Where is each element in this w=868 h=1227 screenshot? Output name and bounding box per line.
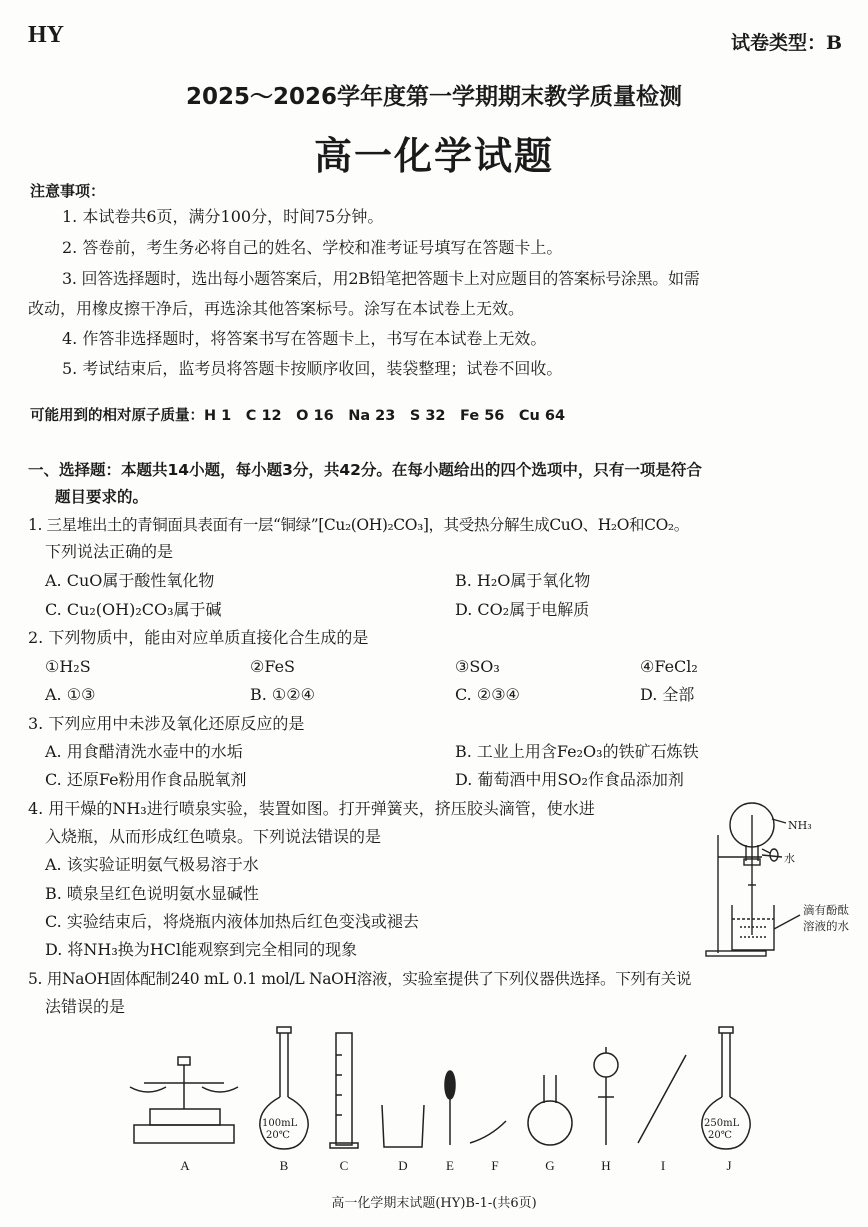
fig-label-solution: 滴有酚酞 — [803, 903, 849, 917]
q4-stem: 4. 用干燥的NH₃进行喷泉实验，装置如图。打开弹簧夹，挤压胶头滴管，使水进 — [28, 799, 595, 818]
q2-item-3: ③SO₃ — [455, 657, 500, 676]
q1-stem: 1. 三星堆出土的青铜面具表面有一层“铜绿”[Cu₂(OH)₂CO₃]，其受热分解生成CuO、H₂O和CO₂。 — [28, 516, 689, 534]
page-footer: 高一化学期末试题(HY)B-1-(共6页) — [331, 1196, 537, 1211]
notice-item: 2. 答卷前，考生务必将自己的姓名、学校和准考证号填写在答题卡上。 — [62, 238, 563, 257]
q1-stem-cont: 下列说法正确的是 — [45, 542, 174, 561]
exam-subtitle: 2025～2026学年度第一学期期末教学质量检测 — [185, 84, 683, 110]
q3-option-c: C. 还原Fe粉用作食品脱氧剂 — [45, 770, 247, 789]
q5-stem: 5. 用NaOH固体配制240 mL 0.1 mol/L NaOH溶液，实验室提供了下列仪器供选择。下列有关说 — [28, 970, 692, 988]
flask-100-temp: 20℃ — [266, 1130, 290, 1141]
q2-item-2: ②FeS — [250, 657, 295, 676]
instrument-label-d: D — [398, 1158, 408, 1173]
q1-option-b: B. H₂O属于氧化物 — [455, 571, 591, 590]
notice-item: 改动，用橡皮擦干净后，再选涂其他答案标号。涂写在本试卷上无效。 — [28, 299, 525, 318]
lab-instruments-figure — [120, 1025, 760, 1155]
q2-stem: 2. 下列物质中，能由对应单质直接化合生成的是 — [28, 628, 369, 647]
graduated-cylinder-icon — [330, 1033, 358, 1148]
balance-icon — [130, 1057, 238, 1143]
instrument-label-e: E — [446, 1158, 454, 1173]
q2-item-1: ①H₂S — [45, 657, 91, 676]
fig-label-solution-cont: 溶液的水 — [803, 919, 849, 933]
q4-option-c: C. 实验结束后，将烧瓶内液体加热后红色变浅或褪去 — [45, 912, 419, 931]
instrument-label-c: C — [339, 1158, 349, 1173]
flask-250-capacity: 250mL — [704, 1118, 740, 1129]
q4-option-d: D. 将NH₃换为HCl能观察到完全相同的现象 — [45, 940, 358, 959]
instrument-label-j: J — [726, 1158, 732, 1173]
notice-item: 1. 本试卷共6页，满分100分，时间75分钟。 — [62, 207, 384, 226]
paper-type: 试卷类型：B — [730, 32, 842, 54]
round-flask-icon — [528, 1075, 572, 1145]
q3-option-d: D. 葡萄酒中用SO₂作食品添加剂 — [455, 770, 684, 789]
q1-option-a: A. CuO属于酸性氧化物 — [45, 571, 215, 590]
atomic-masses: 可能用到的相对原子质量：H 1 C 12 O 16 Na 23 S 32 Fe 56 Cu 64 — [30, 408, 566, 424]
beaker-icon — [382, 1105, 424, 1147]
instrument-label-i: I — [660, 1158, 666, 1173]
flask-100-capacity: 100mL — [262, 1118, 298, 1129]
notice-item: 3. 回答选择题时，选出每小题答案后，用2B铅笔把答题卡上对应题目的答案标号涂黑。如需 — [62, 269, 700, 288]
spatula-icon — [470, 1121, 506, 1143]
instrument-label-f: F — [491, 1158, 499, 1173]
q3-stem: 3. 下列应用中未涉及氧化还原反应的是 — [28, 714, 305, 733]
fig-label-nh3: NH₃ — [788, 819, 812, 832]
q2-option-b: B. ①②④ — [250, 685, 315, 704]
section-heading: 一、选择题：本题共14小题，每小题3分，共42分。在每小题给出的四个选项中，只有一项是符合 — [28, 461, 702, 479]
exam-code: HY — [28, 22, 64, 48]
q5-stem-cont: 法错误的是 — [45, 997, 126, 1016]
q4-stem-cont: 入烧瓶，从而形成红色喷泉。下列说法错误的是 — [45, 827, 382, 846]
q2-option-d: D. 全部 — [640, 685, 695, 704]
q3-option-b: B. 工业上用含Fe₂O₃的铁矿石炼铁 — [455, 742, 699, 761]
separatory-funnel-icon — [594, 1047, 618, 1145]
q4-option-a: A. 该实验证明氨气极易溶于水 — [45, 855, 259, 874]
section-heading-cont: 题目要求的。 — [55, 488, 149, 506]
instrument-label-b: B — [279, 1158, 289, 1173]
fountain-apparatus-figure — [700, 795, 850, 960]
q4-option-b: B. 喷泉呈红色说明氨水显碱性 — [45, 884, 259, 903]
instrument-label-a: A — [180, 1158, 190, 1173]
q2-item-4: ④FeCl₂ — [640, 657, 698, 676]
q2-option-a: A. ①③ — [45, 685, 96, 704]
instrument-label-g: G — [545, 1158, 555, 1173]
fig-label-water: 水 — [784, 852, 795, 865]
q1-option-d: D. CO₂属于电解质 — [455, 600, 590, 619]
notice-heading: 注意事项： — [30, 182, 106, 200]
glass-rod-icon — [638, 1055, 686, 1143]
dropper-icon — [445, 1071, 455, 1145]
notice-item: 4. 作答非选择题时，将答案书写在答题卡上，书写在本试卷上无效。 — [62, 329, 547, 348]
q1-option-c: C. Cu₂(OH)₂CO₃属于碱 — [45, 600, 222, 619]
page-title: 高一化学试题 — [313, 134, 554, 178]
notice-item: 5. 考试结束后，监考员将答题卡按顺序收回，装袋整理；试卷不回收。 — [62, 359, 563, 378]
q3-option-a: A. 用食醋清洗水壶中的水垢 — [45, 742, 243, 761]
q2-option-c: C. ②③④ — [455, 685, 520, 704]
flask-250-temp: 20℃ — [708, 1130, 732, 1141]
instrument-label-h: H — [601, 1158, 611, 1173]
